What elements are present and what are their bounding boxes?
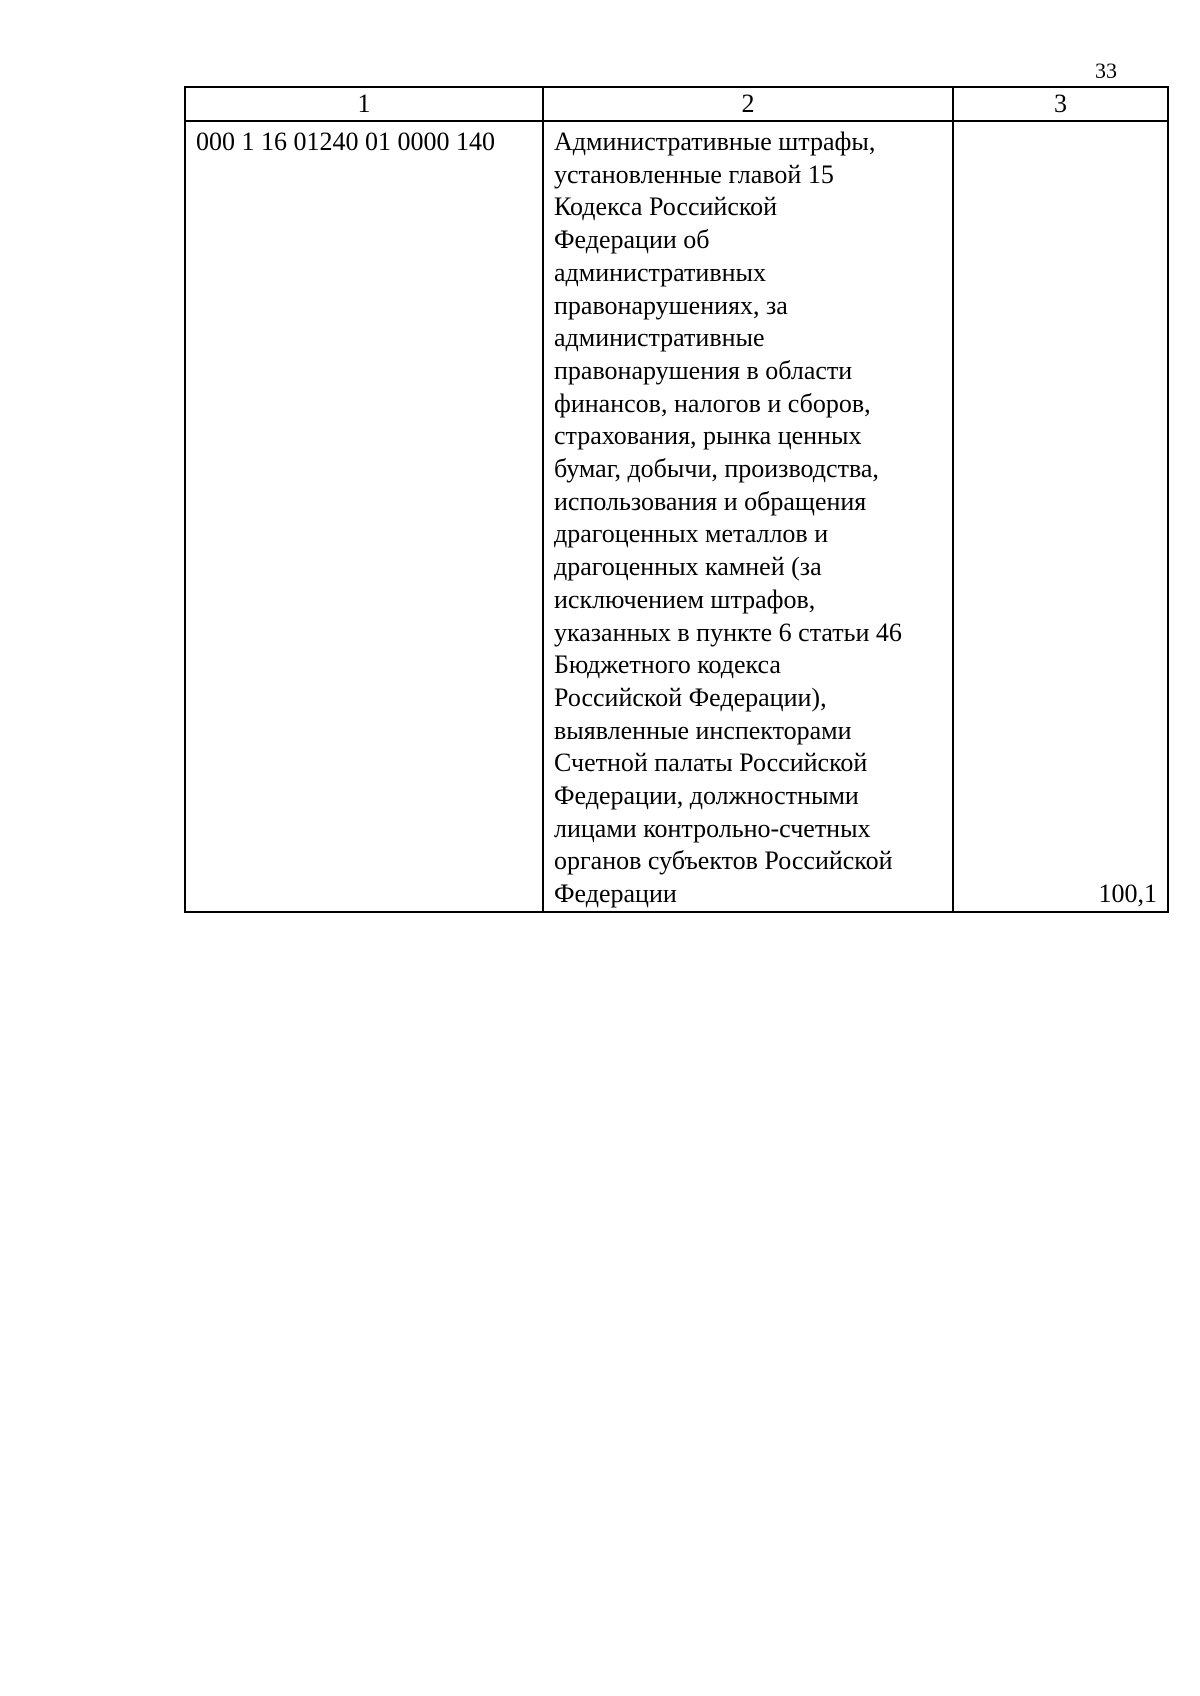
header-row [185,87,1168,121]
description-line: лицами контрольно-счетных [554,813,871,843]
description-line: Федерации, должностными [554,781,859,811]
description-line: Кодекса Российской [554,192,778,222]
description-line: Федерации об [554,225,710,255]
description-line: правонарушениях, за [554,290,788,320]
table-header [185,87,1168,121]
description-line: драгоценных камней (за [554,552,822,582]
description-line: финансов, налогов и сборов, [554,388,871,418]
table-body [185,121,1168,912]
description-line: Российской Федерации), [554,682,827,712]
table-row [185,121,1168,912]
description-line: Бюджетного кодекса [554,650,781,680]
description-line: страхования, рынка ценных [554,421,862,451]
budget-code-cell: 000 1 16 01240 01 0000 140 [185,121,543,912]
description-line: Счетной палаты Российской [554,748,868,778]
description-line: административных [554,257,766,287]
description-line: административные [554,323,765,353]
header-column-2: 2 [543,87,953,121]
description-line: использования и обращения [554,486,867,516]
amount-cell: 100,1 [953,121,1168,912]
description-line: указанных в пункте 6 статьи 46 [554,617,902,647]
description-line: бумаг, добычи, производства, [554,454,879,484]
description-cell [543,121,953,912]
description-line: исключением штрафов, [554,584,816,614]
description-line: правонарушения в области [554,355,853,385]
page-number: 33 [1095,58,1117,83]
description-line: Федерации [554,879,677,909]
description-line: выявленные инспекторами [554,715,852,745]
header-column-3: 3 [953,87,1168,121]
description-line: органов субъектов Российской [554,846,893,876]
budget-table [184,86,1169,913]
description-line: Административные штрафы, [554,127,876,156]
header-column-1: 1 [185,87,543,121]
description-line: установленные главой 15 [554,159,834,189]
description-line: драгоценных металлов и [554,519,829,549]
